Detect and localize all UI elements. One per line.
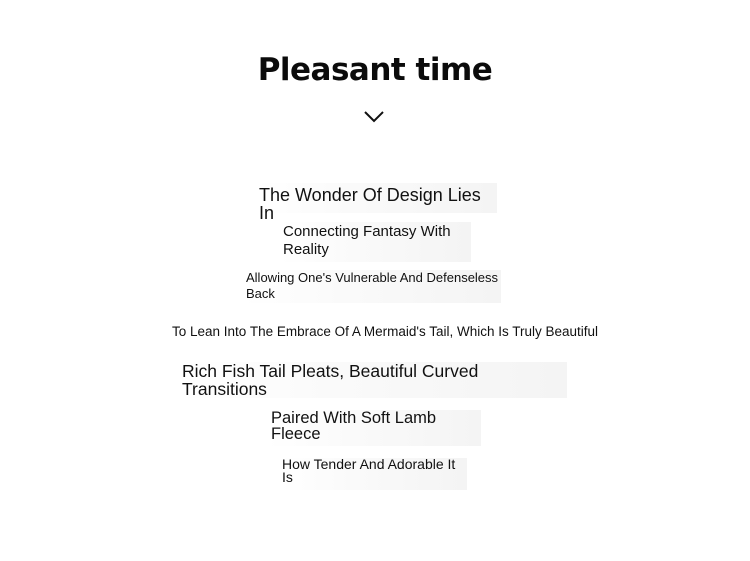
text-line-2: Connecting Fantasy With Reality xyxy=(279,222,471,262)
text-line-4: To Lean Into The Embrace Of A Mermaid's Tail, Which Is Truly Beautiful xyxy=(172,324,599,339)
page-title: Pleasant time xyxy=(257,52,493,88)
chevron-down-icon[interactable] xyxy=(363,110,385,124)
text-line-5: Rich Fish Tail Pleats, Beautiful Curved Transitions xyxy=(179,362,567,398)
text-line-6: Paired With Soft Lamb Fleece xyxy=(267,410,481,446)
text-line-3: Allowing One's Vulnerable And Defenseless Back xyxy=(243,270,501,303)
text-line-1: The Wonder Of Design Lies In xyxy=(255,183,497,213)
text-line-7: How Tender And Adorable It Is xyxy=(279,458,467,490)
